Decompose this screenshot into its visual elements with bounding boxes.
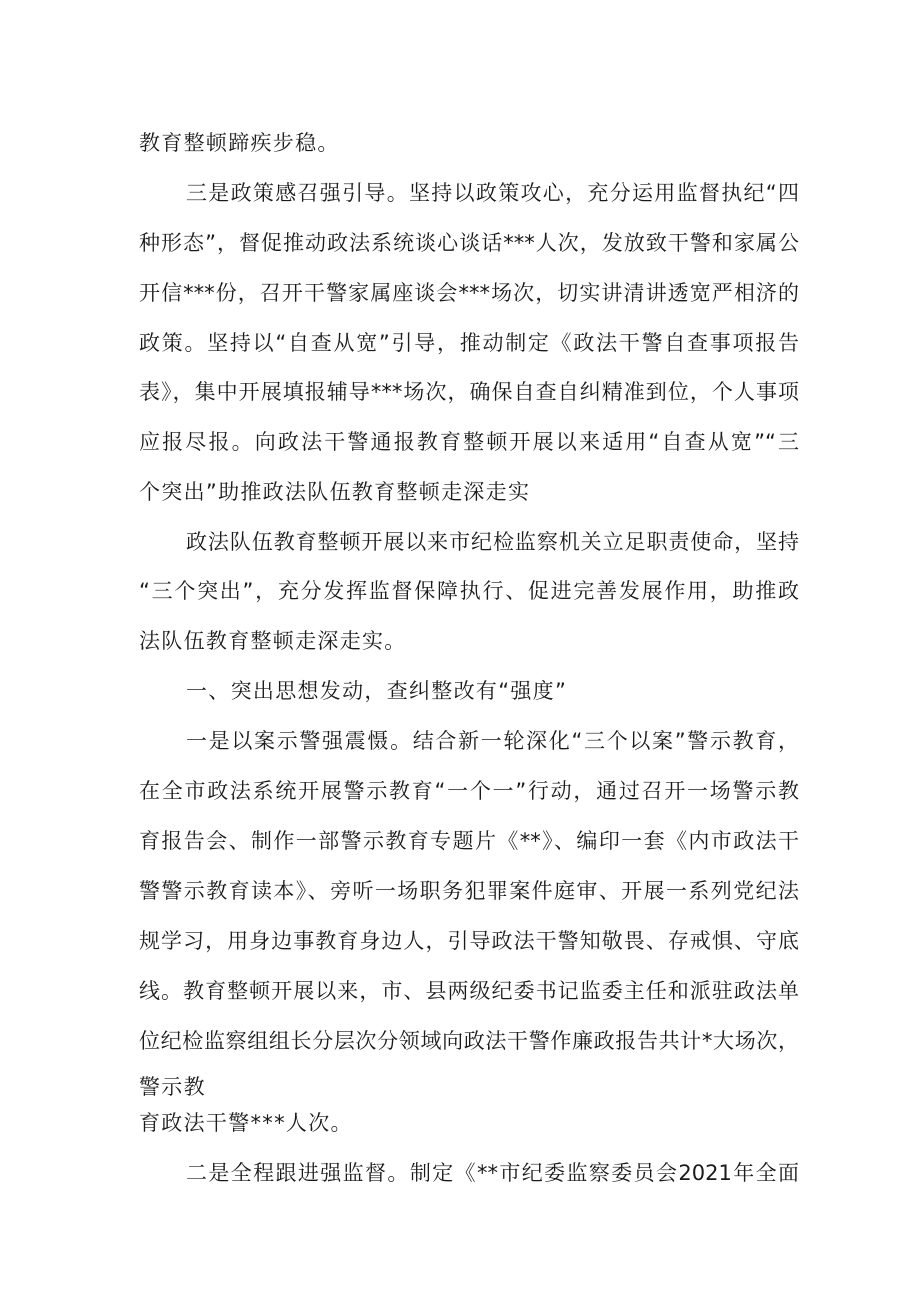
text-line-9: 政法队伍教育整顿开展以来市纪检监察机关立足职责使命，坚持 [186,530,799,554]
text-line-5: 政策。坚持以“自查从宽”引导，推动制定《政法干警自查事项报告 [139,331,799,355]
text-line-16: 警警示教育读本》、旁听一场职务犯罪案件庭审、开展一系列党纪法 [139,879,799,903]
text-line-2: 三是政策感召强引导。坚持以政策攻心，充分运用监督执纪“四 [186,181,799,205]
text-line-19: 位纪检监察组组长分层次分领域向政法干警作廉政报告共计*大场次， [139,1029,799,1053]
text-line-8: 个突出”助推政法队伍教育整顿走深走实 [139,480,531,504]
text-line-4: 开信***份，召开干警家属座谈会***场次，切实讲清讲透宽严相济的 [139,281,799,305]
section-heading: 一、突出思想发动，查纠整改有“强度” [186,679,568,703]
text-line-20: 警示教 [139,1075,206,1099]
text-line-1: 教育整顿蹄疾步稳。 [139,131,340,155]
text-line-15: 育报告会、制作一部警示教育专题片《**》、编印一套《内市政法干 [139,829,799,853]
text-line-14: 在全市政法系统开展警示教育“一个一”行动，通过召开一场警示教 [139,779,799,803]
text-line-13: 一是以案示警强震慑。结合新一轮深化“三个以案”警示教育， [186,729,799,753]
text-line-21: 育政法干警***人次。 [139,1111,353,1135]
text-line-11: 法队伍教育整顿走深走实。 [139,629,407,653]
text-line-18: 线。教育整顿开展以来，市、县两级纪委书记监委主任和派驻政法单 [139,979,799,1003]
text-line-6: 表》，集中开展填报辅导***场次，确保自查自纠精准到位，个人事项 [139,380,799,404]
text-line-3: 种形态”，督促推动政法系统谈心谈话***人次，发放致干警和家属公 [139,231,799,255]
text-line-17: 规学习，用身边事教育身边人，引导政法干警知敬畏、存戒惧、守底 [139,929,799,953]
text-line-10: “三个突出”，充分发挥监督保障执行、促进完善发展作用，助推政 [139,579,799,603]
text-line-22: 二是全程跟进强监督。制定《**市纪委监察委员会2021年全面 [186,1161,799,1185]
text-line-7: 应报尽报。向政法干警通报教育整顿开展以来适用“自查从宽”“三 [139,430,799,454]
